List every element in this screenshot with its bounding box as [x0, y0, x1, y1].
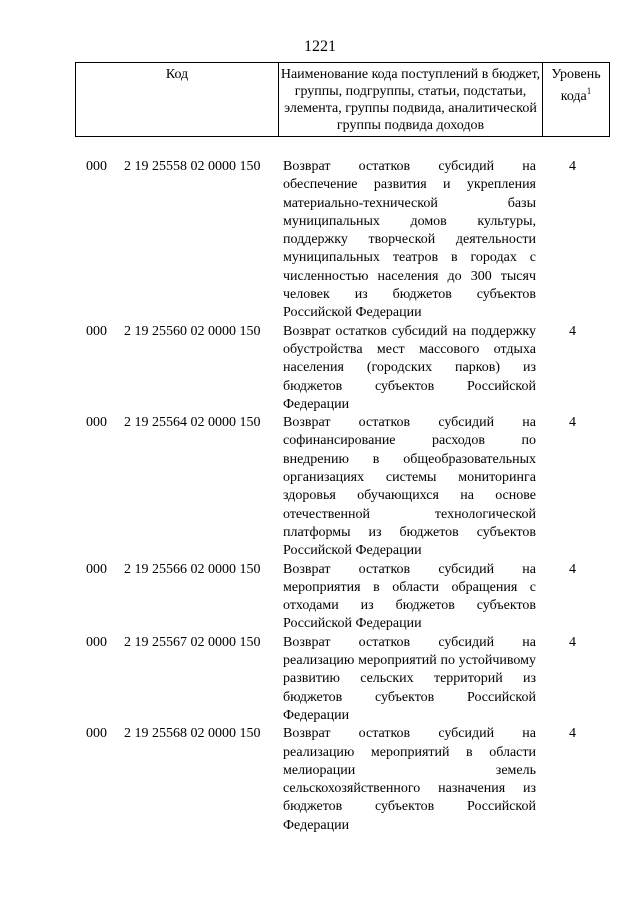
- header-level-footnote: 1: [586, 86, 592, 96]
- row-level: 4: [569, 159, 576, 174]
- row-name: Возврат остатков субсидий на мероприятия в области обращения с отходами из бюджетов субъектов Российской Федерации: [283, 561, 536, 632]
- page-number: 1221: [304, 38, 336, 55]
- table-row: [75, 323, 610, 414]
- row-budget-code: 2 19 25567 02 0000 150: [124, 634, 261, 650]
- table-row: [75, 725, 610, 835]
- row-admin-code: 000: [86, 323, 107, 339]
- table-row: [75, 158, 610, 323]
- table-row: [75, 561, 610, 634]
- table-row: [75, 634, 610, 725]
- row-name: Возврат остатков субсидий на реализацию мероприятий в области мелиорации земель сельскохозяйственного назначения из бюджетов субъектов Российской Федерации: [283, 726, 536, 833]
- row-admin-code: 000: [86, 159, 107, 174]
- row-name: Возврат остатков субсидий на поддержку обустройства мест массового отдыха населения (городских парков) из бюджетов субъектов Российской Федерации: [283, 323, 536, 412]
- row-admin-code: 000: [86, 415, 107, 431]
- row-name: Возврат остатков субсидий на обеспечение развития и укрепления материально-технической базы муниципальных домов культуры, поддержку творческой деятельности муниципальных театров в городах с численностью населения до 300 тысяч человек из бюджетов субъектов Российской Федерации: [283, 159, 536, 321]
- row-admin-code: 000: [86, 634, 107, 650]
- header-name: Наименование кода поступлений в бюджет, группы, подгруппы, статьи, подстатьи, элемента, группы подвида, аналитической группы подвида доходов: [278, 63, 542, 136]
- row-level: 4: [569, 726, 576, 742]
- row-name: Возврат остатков субсидий на реализацию мероприятий по устойчивому развитию сельских территорий из бюджетов субъектов Российской Федерации: [283, 634, 536, 723]
- row-budget-code: 2 19 25566 02 0000 150: [124, 561, 261, 577]
- table-body: [75, 158, 610, 835]
- row-budget-code: 2 19 25560 02 0000 150: [124, 323, 261, 339]
- row-level: 4: [569, 415, 576, 431]
- row-name: Возврат остатков субсидий на софинансирование расходов по внедрению в общеобразовательных организациях системы мониторинга здоровья обучающихся на основе отечественной технологической платформы из бюджетов субъектов Российской Федерации: [283, 415, 536, 559]
- row-admin-code: 000: [86, 561, 107, 577]
- row-budget-code: 2 19 25568 02 0000 150: [124, 726, 261, 742]
- header-level-label: Уровень кода: [551, 67, 601, 104]
- row-level: 4: [569, 634, 576, 650]
- row-budget-code: 2 19 25564 02 0000 150: [124, 415, 261, 431]
- header-level: [542, 63, 610, 136]
- header-code: Код: [75, 63, 278, 136]
- table-row: [75, 414, 610, 560]
- table-header: [75, 62, 610, 137]
- row-admin-code: 000: [86, 726, 107, 742]
- row-level: 4: [569, 323, 576, 339]
- row-budget-code: 2 19 25558 02 0000 150: [124, 159, 261, 174]
- row-level: 4: [569, 561, 576, 577]
